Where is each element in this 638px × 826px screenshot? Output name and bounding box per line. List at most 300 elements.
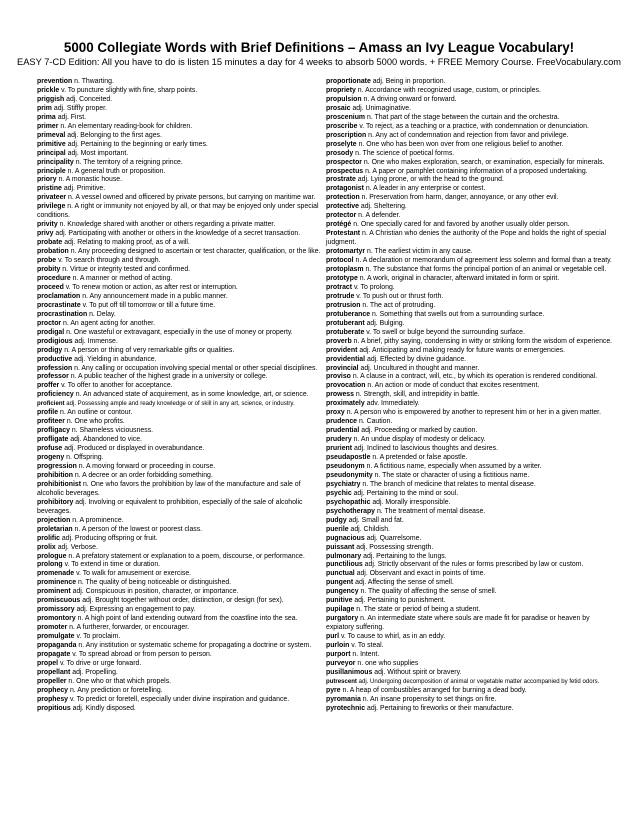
definition-entry: [326, 615, 618, 633]
entry-definition: adj. Undergoing decomposition of animal or vegetable matter accompanied by fetid odors.: [358, 678, 600, 685]
entry-word: pseudapostle: [326, 454, 371, 462]
entry-definition: n. A public teacher of the highest grade in a university or college.: [70, 373, 268, 381]
entry-word: professor: [37, 373, 69, 381]
entry-definition: n. One who favors the prohibition by law of the manufacture and sale of alcoholic beverages.: [37, 480, 301, 497]
entry-word: prologue: [37, 552, 67, 560]
entry-definition: adj. Anticipating and making ready for future wants or emergencies.: [359, 346, 566, 354]
definition-entry: [326, 311, 618, 320]
entry-definition: n. A declaration or memorandum of agreement less solemn and formal than a treaty.: [355, 257, 612, 265]
entry-definition: n. Something that swells out from a surrounding surface.: [371, 310, 545, 318]
definition-entry: [326, 168, 618, 177]
definition-entry: [37, 114, 327, 123]
entry-definition: adj. Participating with another or others in the knowledge of a secret transaction.: [55, 230, 301, 238]
definition-entry: [326, 687, 618, 696]
definition-entry: [326, 642, 618, 651]
entry-definition: adj. Observant and exact in points of time.: [356, 570, 486, 578]
definition-entry: [37, 678, 327, 687]
entry-definition: adj. Uncultured in thought and manner.: [360, 364, 480, 372]
entry-word: protrude: [326, 292, 355, 300]
definition-entry: [37, 150, 327, 159]
entry-word: promiscuous: [37, 597, 81, 605]
entry-definition: n. One who profits.: [66, 418, 125, 426]
definition-entry: [326, 544, 618, 553]
entry-word: provident: [326, 346, 358, 354]
entry-definition: adj. Belonging to the first ages.: [67, 131, 162, 139]
entry-word: pusillanimous: [326, 668, 373, 676]
entry-definition: v. To cause to whirl, as in an eddy.: [340, 633, 446, 641]
entry-definition: n. A Christian who denies the authority of the Pope and holds the right of special judgment.: [326, 230, 607, 247]
entry-word: propagate: [37, 651, 71, 658]
definition-entry: [37, 472, 327, 481]
entry-word: prohibitory: [37, 498, 74, 506]
entry-definition: n. An undue display of modesty or delicacy.: [353, 436, 486, 444]
definition-entry: [37, 78, 327, 87]
definition-entry: [326, 78, 618, 87]
entry-definition: adj. Unimaginative.: [352, 104, 412, 112]
entry-word: protective: [326, 203, 359, 211]
definition-entry: [37, 203, 327, 221]
definition-entry: [37, 338, 327, 347]
definition-entry: [37, 427, 327, 436]
definition-entry: [326, 436, 618, 445]
definition-entry: [326, 409, 618, 418]
entry-word: propeller: [37, 677, 67, 685]
entry-definition: n. A high point of land extending outward from the coastline into the sea.: [77, 615, 298, 623]
entry-word: prophesy: [37, 695, 69, 703]
definition-entry: [326, 347, 618, 356]
entry-definition: n. Accordance with recognized usage, custom, or principles.: [357, 86, 541, 94]
definition-entry: [326, 275, 618, 284]
entry-word: proportionate: [326, 78, 371, 85]
definition-entry: [37, 239, 327, 248]
entry-definition: v. To search through and through.: [58, 257, 161, 265]
definition-entry: [326, 248, 618, 257]
entry-definition: n. Any calling or occupation involving special mental or other special disciplines.: [74, 364, 318, 372]
entry-word: pudgy: [326, 516, 347, 524]
definition-entry: [37, 696, 327, 705]
entry-definition: n. The state or character of using a fictitious name.: [374, 471, 530, 479]
entry-definition: n. Intent.: [352, 651, 380, 658]
entry-definition: n. The science of poetical forms.: [355, 149, 455, 157]
entry-word: prevention: [37, 78, 73, 85]
definition-entry: [326, 257, 618, 266]
entry-word: principality: [37, 158, 74, 166]
definition-entry: [326, 150, 618, 159]
entry-definition: n. Knowledge shared with another or others regarding a private matter.: [59, 221, 276, 229]
definition-entry: [326, 570, 618, 579]
definition-entry: [37, 517, 327, 526]
entry-definition: n. The branch of medicine that relates to mental disease.: [362, 480, 536, 488]
entry-word: prohibitionist: [37, 480, 82, 488]
entry-word: proscenium: [326, 113, 366, 121]
entry-definition: adj. Proceeding or marked by caution.: [361, 427, 478, 435]
entry-word: prolong: [37, 561, 63, 569]
entry-definition: n. Virtue or integrity tested and confirmed.: [62, 266, 191, 274]
definition-entry: [37, 373, 327, 382]
entry-word: propulsion: [326, 95, 362, 103]
entry-word: prospector: [326, 158, 362, 166]
entry-word: profiteer: [37, 418, 65, 426]
entry-word: progression: [37, 462, 77, 470]
entry-definition: n. Thwarting.: [74, 78, 114, 85]
definition-entry: [326, 463, 618, 472]
entry-definition: n. A right or immunity not enjoyed by all, or that may be enjoyed only under special conditions.: [37, 203, 319, 220]
definition-entry: [37, 633, 327, 642]
entry-definition: v. To reject, as a teaching or a practice, with condemnation or denunciation.: [359, 122, 589, 130]
definition-entry: [37, 320, 327, 329]
definition-entry: [326, 517, 618, 526]
entry-definition: v. To extend in time or duration.: [64, 561, 161, 569]
entry-definition: v. To swell or bulge beyond the surrounding surface.: [366, 328, 525, 336]
entry-word: prolific: [37, 534, 60, 542]
entry-definition: n. A work, original in character, afterward imitated in form or spirit.: [359, 274, 560, 282]
entry-definition: n. One who has been won over from one religious belief to another.: [358, 140, 564, 148]
entry-definition: n. One specially cared for and favored by another usually older person.: [353, 221, 570, 229]
entry-word: primitive: [37, 140, 66, 148]
entry-definition: adj. Morally irresponsible.: [372, 498, 451, 506]
entry-word: procrastination: [37, 310, 88, 318]
entry-word: prodigious: [37, 337, 73, 345]
entry-word: punctilious: [326, 561, 363, 569]
entry-word: promissory: [37, 606, 75, 614]
right-column: [326, 78, 618, 714]
definition-entry: [37, 302, 327, 311]
entry-definition: n. The quality of being noticeable or distinguished.: [77, 579, 232, 587]
entry-definition: v. To renew motion or action, as after rest or interruption.: [65, 283, 238, 291]
entry-word: provocation: [326, 382, 366, 390]
definition-entry: [37, 499, 327, 517]
entry-word: Protestant: [326, 230, 361, 238]
entry-definition: adj. Being in proportion.: [372, 78, 446, 85]
definition-entry: [326, 338, 618, 347]
entry-definition: adj. Inclined to lascivious thoughts and desires.: [353, 445, 498, 453]
entry-word: proselyte: [326, 140, 357, 148]
entry-definition: n. A furtherer, forwarder, or encourager.: [69, 624, 190, 632]
entry-word: profligacy: [37, 427, 70, 435]
entry-definition: n. A general truth or proposition.: [67, 167, 166, 175]
entry-definition: n. An elementary reading-book for children.: [60, 122, 193, 130]
definition-entry: [326, 87, 618, 96]
definition-entry: [326, 176, 618, 185]
entry-word: privilege: [37, 203, 66, 211]
entry-definition: n. A pretended or false apostle.: [372, 454, 468, 462]
entry-word: puissant: [326, 543, 355, 551]
entry-word: prima: [37, 113, 56, 121]
definition-entry: [37, 382, 327, 391]
entry-definition: adj. Quarrelsome.: [366, 534, 422, 542]
definition-entry: [37, 588, 327, 597]
entry-word: purveyor: [326, 659, 356, 667]
definition-entry: [326, 445, 618, 454]
definition-entry: [37, 230, 327, 239]
definition-entry: [326, 427, 618, 436]
entry-definition: adj. Expressing an engagement to pay.: [76, 606, 196, 614]
entry-definition: adj. Lying prone, or with the head to the ground.: [357, 176, 504, 184]
entry-definition: v. To put off till tomorrow or till a future time.: [82, 301, 216, 309]
entry-word: pupilage: [326, 606, 355, 614]
definition-entry: [326, 508, 618, 517]
definition-entry: [37, 248, 327, 257]
entry-definition: n. Any proceeding designed to ascertain or test character, qualification, or the like.: [70, 248, 321, 256]
definition-entry: [326, 356, 618, 365]
entry-definition: n. A clause in a contract, will, etc., by which its operation is rendered conditional.: [352, 373, 598, 381]
definition-entry: [326, 123, 618, 132]
definition-entry: [326, 141, 618, 150]
entry-word: pungency: [326, 588, 359, 596]
entry-definition: adj. Kindly disposed.: [72, 704, 136, 712]
definition-entry: [326, 159, 618, 168]
entry-word: proceed: [37, 283, 64, 291]
definition-entry: [37, 176, 327, 185]
entry-word: prodigal: [37, 328, 65, 336]
entry-definition: adj. Stiffly proper.: [53, 104, 107, 112]
entry-definition: n. One wasteful or extravagant, especially in the use of money or property.: [66, 328, 293, 336]
entry-definition: adj. Conceited.: [66, 95, 113, 103]
entry-word: protection: [326, 194, 360, 202]
entry-word: productive: [37, 355, 73, 363]
definition-entry: [37, 597, 327, 606]
definition-entry: [37, 642, 327, 651]
definition-entry: [326, 221, 618, 230]
entry-word: prim: [37, 104, 52, 112]
entry-word: providential: [326, 355, 366, 363]
entry-word: protrusion: [326, 301, 361, 309]
entry-definition: n. A moving forward or proceeding in course.: [78, 462, 216, 470]
entry-definition: n. The quality of affecting the sense of smell.: [360, 588, 497, 596]
entry-definition: n. The territory of a reigning prince.: [75, 158, 183, 166]
entry-word: pyrotechnic: [326, 704, 366, 712]
entry-word: probe: [37, 257, 57, 265]
definition-entry: [326, 212, 618, 221]
entry-definition: v. To offer to another for acceptance.: [61, 382, 173, 390]
entry-definition: v. To puncture slightly with fine, sharp points.: [61, 86, 198, 94]
definition-entry: [326, 400, 618, 409]
entry-definition: v. To drive or urge forward.: [59, 659, 142, 667]
definition-entry: [37, 365, 327, 374]
entry-word: prophecy: [37, 686, 69, 694]
definition-entry: [37, 651, 327, 660]
definition-entry: [37, 221, 327, 230]
left-column: [37, 78, 327, 714]
definition-entry: [37, 141, 327, 150]
entry-word: prospectus: [326, 167, 364, 175]
entry-definition: n. Caution.: [358, 418, 393, 426]
entry-word: prickle: [37, 86, 60, 94]
definition-entry: [326, 454, 618, 463]
definition-entry: [326, 678, 618, 687]
entry-definition: n. A prefatory statement or explanation to a poem, discourse, or performance.: [68, 552, 305, 560]
entry-definition: v. To spread abroad or from person to person.: [72, 651, 212, 658]
definition-entry: [326, 481, 618, 490]
definition-entry: [326, 203, 618, 212]
entry-definition: n. The state or period of being a student.: [356, 606, 481, 614]
definition-entry: [37, 463, 327, 472]
entry-word: psychic: [326, 489, 352, 497]
entry-word: protuberance: [326, 310, 371, 318]
entry-word: prostrate: [326, 176, 356, 184]
definition-entry: [326, 418, 618, 427]
entry-word: protagonist: [326, 185, 364, 193]
entry-definition: adj. Without spirit or bravery.: [374, 668, 462, 676]
entry-definition: adj. Relating to making proof, as of a will.: [64, 239, 190, 247]
definition-entry: [37, 561, 327, 570]
entry-word: purloin: [326, 642, 350, 650]
entry-word: prohibition: [37, 471, 73, 479]
entry-word: projection: [37, 516, 71, 524]
entry-definition: n. An action or mode of conduct that excites resentment.: [367, 382, 540, 390]
definition-entry: [37, 436, 327, 445]
definition-entry: [37, 391, 327, 400]
entry-word: profligate: [37, 436, 69, 444]
entry-word: protégé: [326, 221, 352, 229]
entry-word: propaganda: [37, 642, 77, 650]
definition-entry: [326, 185, 618, 194]
definition-entry: [37, 579, 327, 588]
entry-definition: n. Offspring.: [66, 454, 104, 462]
entry-word: priggish: [37, 95, 65, 103]
definition-entry: [37, 105, 327, 114]
definition-entry: [37, 159, 327, 168]
entry-definition: adj. Most important.: [67, 149, 129, 157]
entry-definition: adj. Childish.: [350, 525, 390, 533]
entry-word: purport: [326, 651, 351, 658]
entry-definition: n. An outline or contour.: [59, 409, 133, 417]
entry-word: prominence: [37, 579, 77, 587]
definition-entry: [37, 454, 327, 463]
entry-word: privity: [37, 221, 58, 229]
entry-word: proclamation: [37, 292, 81, 300]
entry-definition: adj. Sheltering.: [360, 203, 407, 211]
entry-definition: adj. First.: [57, 113, 87, 121]
entry-word: proffer: [37, 382, 60, 390]
definition-entry: [326, 633, 618, 642]
entry-definition: n. Any prediction or foretelling.: [69, 686, 163, 694]
entry-word: propellant: [37, 668, 71, 676]
entry-definition: adj. Bulging.: [366, 319, 405, 327]
entry-definition: adj. Small and fat.: [348, 516, 404, 524]
entry-definition: n. One who makes exploration, search, or examination, especially for minerals.: [363, 158, 605, 166]
entry-word: puerile: [326, 525, 349, 533]
entry-definition: adj. Immense.: [74, 337, 118, 345]
entry-definition: adj. Possessing ample and ready knowledge or of skill in any art, science, or industry.: [66, 401, 295, 408]
entry-word: prosaic: [326, 104, 351, 112]
entry-word: protomartyr: [326, 248, 366, 256]
definition-entry: [326, 284, 618, 293]
entry-definition: n. A paper or pamphlet containing information of a proposed undertaking.: [365, 167, 588, 175]
definition-entry: [326, 132, 618, 141]
entry-word: protocol: [326, 257, 354, 265]
entry-definition: n. An intermediate state where souls are made fit for paradise or heaven by expiatory suffering.: [326, 615, 590, 632]
page-subtitle: EASY 7-CD Edition: All you have to do is listen 15 minutes a day for 4 weeks to absorb 5000 words. + FREE Memory Course. FreeVocabulary.com: [17, 57, 621, 67]
entry-word: profile: [37, 409, 59, 417]
definition-entry: [37, 615, 327, 624]
entry-definition: n. Strength, skill, and intrepidity in battle.: [355, 391, 480, 399]
entry-definition: adj. Primitive.: [63, 185, 106, 193]
entry-definition: v. To proclaim.: [76, 633, 121, 641]
entry-word: prurient: [326, 445, 353, 453]
definition-entry: [37, 418, 327, 427]
entry-definition: n. A heap of combustibles arranged for burning a dead body.: [342, 686, 527, 694]
definition-entry: [326, 293, 618, 302]
entry-word: purgatory: [326, 615, 359, 623]
definition-entry: [37, 660, 327, 669]
entry-definition: n. That part of the stage between the curtain and the orchestra.: [366, 113, 560, 121]
entry-word: protuberant: [326, 319, 365, 327]
entry-definition: v. To push out or thrust forth.: [356, 292, 444, 300]
entry-word: pristine: [37, 185, 62, 193]
entry-word: proverb: [326, 337, 352, 345]
entry-word: promenade: [37, 570, 75, 578]
entry-word: proscribe: [326, 122, 358, 130]
entry-definition: adj. Producing offspring or fruit.: [61, 534, 158, 542]
entry-word: putrescent: [326, 678, 357, 685]
entry-definition: n. Any institution or systematic scheme for propagating a doctrine or system.: [78, 642, 312, 650]
entry-definition: n. Preservation from harm, danger, annoyance, or any other evil.: [361, 194, 559, 202]
definition-entry: [326, 365, 618, 374]
definition-entry: [326, 651, 618, 660]
entry-definition: v. To prolong.: [353, 283, 395, 291]
definition-entry: [326, 230, 618, 248]
entry-word: psychopathic: [326, 498, 371, 506]
entry-word: privy: [37, 230, 54, 238]
entry-word: probation: [37, 248, 69, 256]
entry-word: prolix: [37, 543, 56, 551]
entry-definition: n. Any announcement made in a public manner.: [82, 292, 228, 300]
entry-word: proviso: [326, 373, 351, 381]
entry-word: procedure: [37, 274, 71, 282]
entry-word: prodigy: [37, 346, 63, 354]
entry-definition: adj. Conspicuous in position, character, or importance.: [72, 588, 239, 596]
entry-word: primer: [37, 122, 59, 130]
entry-word: proficient: [37, 401, 65, 408]
definition-entry: [326, 561, 618, 570]
entry-definition: n. A vessel owned and officered by private persons, but carrying on maritime war.: [68, 194, 316, 202]
page-title: 5000 Collegiate Words with Brief Definitions – Amass an Ivy League Vocabulary!: [63, 40, 575, 55]
entry-definition: adj. Verbose.: [57, 543, 98, 551]
entry-definition: n. A person who is empowered by another to represent him or her in a given matter.: [346, 409, 602, 417]
entry-definition: n. A defender.: [358, 212, 401, 220]
definition-entry: [326, 705, 618, 714]
definition-entry: [326, 579, 618, 588]
entry-definition: adj. Pertaining to fireworks or their manufacture.: [366, 704, 514, 712]
entry-definition: n. one who supplies: [357, 659, 419, 667]
entry-word: prosody: [326, 149, 354, 157]
entry-word: prominent: [37, 588, 71, 596]
entry-definition: adj. Strictly observant of the rules or forms prescribed by law or custom.: [364, 561, 584, 569]
entry-definition: adj. Propelling.: [72, 668, 118, 676]
entry-definition: n. A prominence.: [72, 516, 124, 524]
definition-entry: [326, 553, 618, 562]
entry-word: proximately: [326, 400, 365, 408]
entry-definition: adj. Effected by divine guidance.: [366, 355, 467, 363]
entry-word: pseudonymity: [326, 471, 373, 479]
entry-definition: v. To predict or foretell, especially under divine inspiration and guidance.: [69, 695, 290, 703]
entry-word: primeval: [37, 131, 66, 139]
entry-definition: n. Delay.: [89, 310, 116, 318]
definition-entry: [37, 544, 327, 553]
entry-definition: adj. Involving or equivalent to prohibition, especially of the sale of alcoholic beverages.: [37, 498, 303, 515]
definition-entry: [326, 669, 618, 678]
entry-word: prudery: [326, 436, 352, 444]
definition-entry: [37, 329, 327, 338]
entry-definition: n. A monastic house.: [58, 176, 123, 184]
definition-entry: [326, 588, 618, 597]
definition-entry: [37, 284, 327, 293]
definition-entry: [37, 400, 327, 409]
definition-entry: [37, 356, 327, 365]
entry-word: protuberate: [326, 328, 365, 336]
definition-entry: [326, 606, 618, 615]
